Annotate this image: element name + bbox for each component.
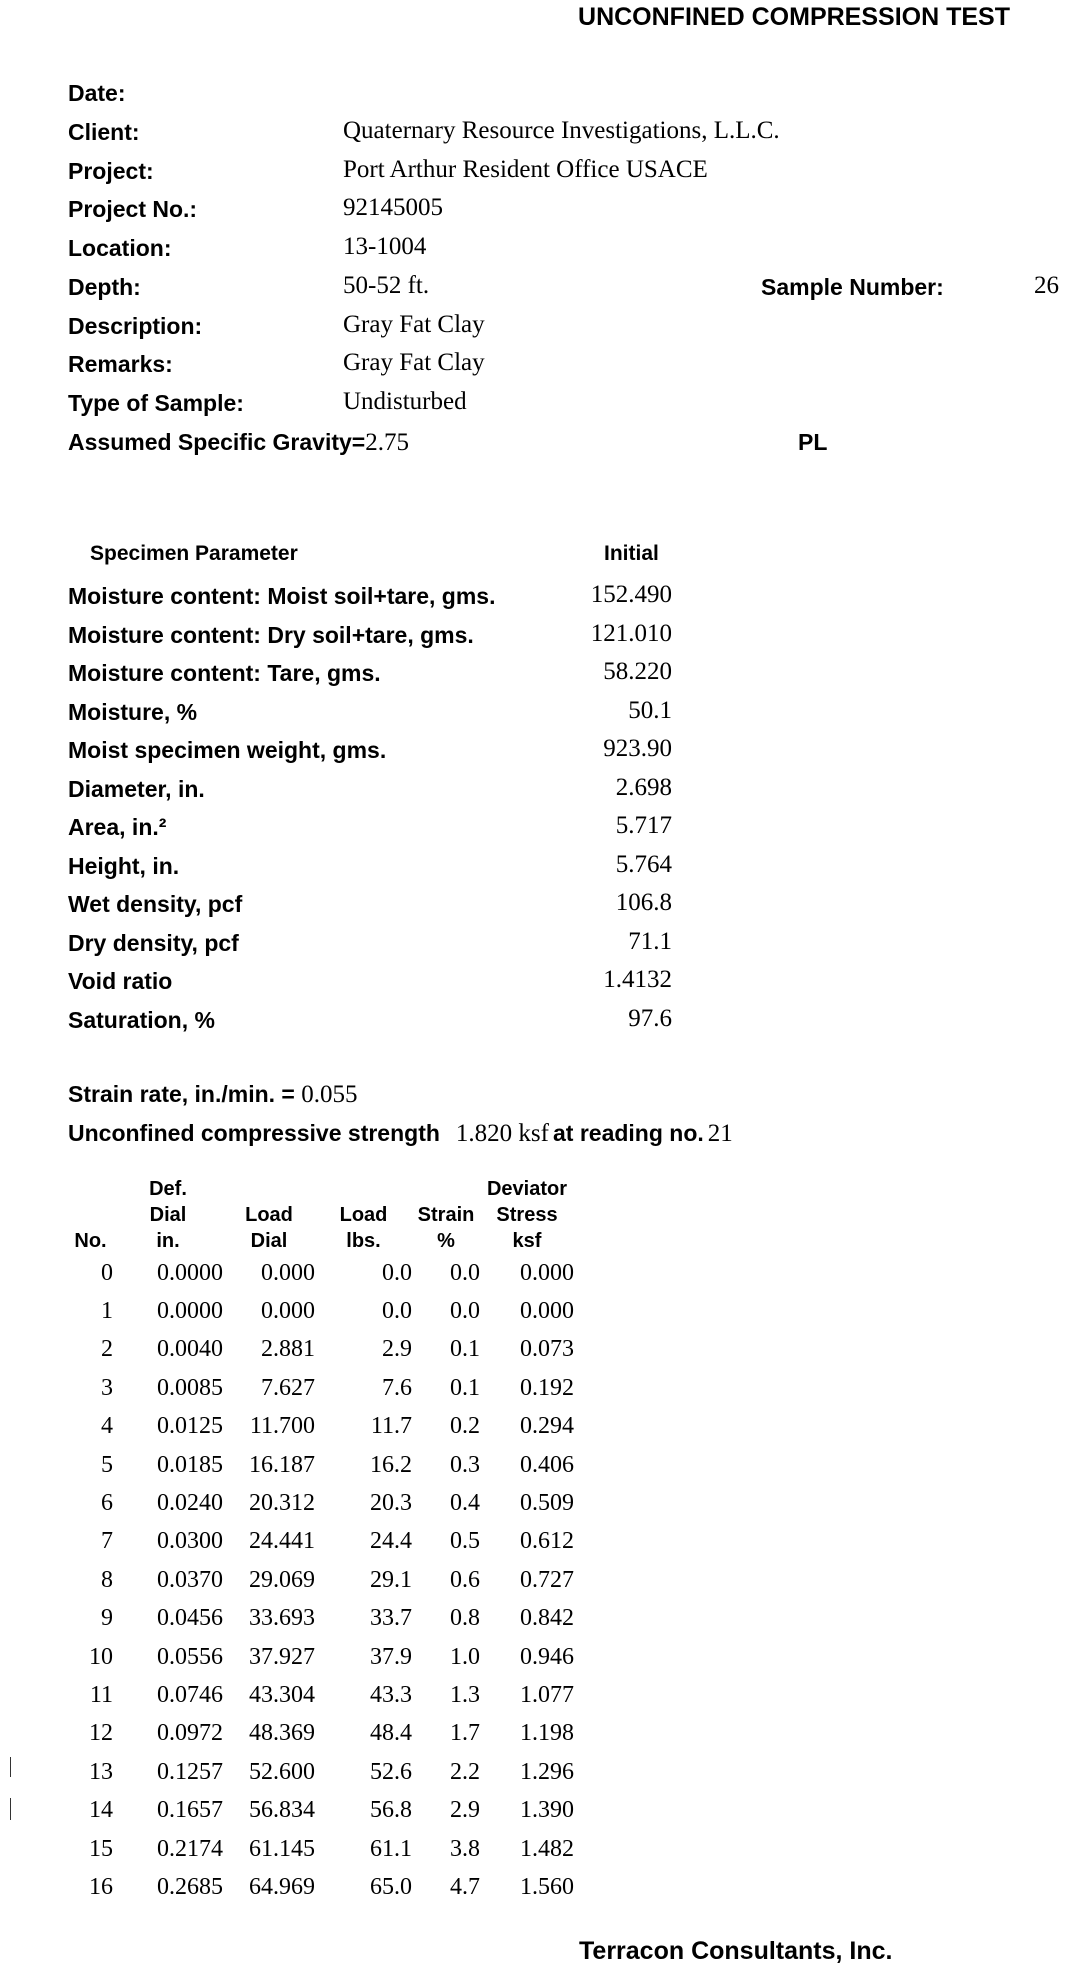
table-cell: 48.4 xyxy=(370,1720,412,1747)
table-cell: 11.7 xyxy=(370,1413,412,1440)
table-cell: 3.8 xyxy=(450,1835,480,1862)
table-cell: 6 xyxy=(101,1490,113,1517)
table-cell: 1.482 xyxy=(520,1835,574,1862)
pl-label: PL xyxy=(798,429,828,455)
description-label: Description: xyxy=(68,313,203,339)
spec-value: 121.010 xyxy=(590,620,672,647)
table-cell: 1 xyxy=(101,1298,113,1325)
table-cell: 2.2 xyxy=(450,1758,480,1785)
table-cell: 24.4 xyxy=(370,1528,412,1555)
spec-label: Dry density, pcf xyxy=(68,930,239,956)
table-row xyxy=(68,1561,574,1599)
table-cell: 15 xyxy=(89,1835,113,1862)
spec-value: 5.764 xyxy=(615,851,672,878)
readings-table xyxy=(68,1174,574,1907)
readings-body xyxy=(68,1254,574,1907)
table-row xyxy=(68,1868,574,1906)
table-cell: 16.2 xyxy=(370,1451,412,1478)
table-cell: 56.8 xyxy=(370,1797,412,1824)
table-row xyxy=(68,1369,574,1407)
table-cell: 56.834 xyxy=(249,1797,315,1824)
table-cell: 0.0185 xyxy=(157,1451,223,1478)
table-cell: 33.693 xyxy=(249,1605,315,1632)
type-of-sample-label: Type of Sample: xyxy=(68,390,244,416)
table-cell: 0.727 xyxy=(520,1566,574,1593)
table-row xyxy=(68,1600,574,1638)
table-cell: 0.0556 xyxy=(157,1643,223,1670)
table-cell: 0.0240 xyxy=(157,1490,223,1517)
strain-rate xyxy=(68,1081,358,1109)
sample-number-value: 26 xyxy=(1034,272,1059,299)
table-cell: 0.192 xyxy=(520,1374,574,1401)
spec-label: Moisture content: Moist soil+tare, gms. xyxy=(68,583,496,609)
spec-label: Moisture, % xyxy=(68,699,198,725)
table-cell: 0.000 xyxy=(261,1259,315,1286)
table-cell: 43.3 xyxy=(370,1681,412,1708)
strain-rate-label: Strain rate, in./min. = xyxy=(68,1081,302,1107)
table-cell: 0.0746 xyxy=(157,1681,223,1708)
table-cell: 37.927 xyxy=(249,1643,315,1670)
table-cell: 4 xyxy=(101,1413,113,1440)
table-row xyxy=(68,1676,574,1714)
table-row xyxy=(68,1830,574,1868)
strain-rate-value: 0.055 xyxy=(301,1081,358,1108)
table-cell: 61.145 xyxy=(249,1835,315,1862)
table-cell: 5 xyxy=(101,1451,113,1478)
table-cell: 0.0300 xyxy=(157,1528,223,1555)
table-cell: 0.2 xyxy=(450,1413,480,1440)
table-cell: 0.294 xyxy=(520,1413,574,1440)
spec-value: 106.8 xyxy=(615,889,672,916)
table-cell: 48.369 xyxy=(249,1720,315,1747)
table-cell: 0.0 xyxy=(382,1298,412,1325)
table-cell: 65.0 xyxy=(370,1873,412,1900)
client-value: Quaternary Resource Investigations, L.L.C. xyxy=(343,117,780,144)
table-cell: 1.560 xyxy=(520,1873,574,1900)
margin-mark xyxy=(10,1757,11,1777)
table-cell: 64.969 xyxy=(249,1873,315,1900)
table-cell: 11.700 xyxy=(249,1413,315,1440)
table-cell: 0.946 xyxy=(520,1643,574,1670)
column-header: Load lbs. xyxy=(339,1204,388,1252)
ucs-reading-value: 21 xyxy=(707,1120,733,1147)
table-cell: 2.881 xyxy=(261,1336,315,1363)
spec-value: 923.90 xyxy=(603,735,672,762)
table-cell: 0.509 xyxy=(520,1490,574,1517)
table-cell: 52.600 xyxy=(249,1758,315,1785)
table-row xyxy=(68,1484,574,1522)
spec-value: 1.4132 xyxy=(603,966,672,993)
sample-number-label: Sample Number: xyxy=(761,274,944,300)
table-cell: 1.7 xyxy=(450,1720,480,1747)
spec-label: Moisture content: Tare, gms. xyxy=(68,660,381,686)
column-header: No. xyxy=(74,1230,107,1252)
ucs-reading-label: at reading no. xyxy=(552,1120,704,1146)
table-cell: 0.0000 xyxy=(157,1259,223,1286)
company-footer: Terracon Consultants, Inc. xyxy=(579,1937,893,1965)
table-cell: 4.7 xyxy=(450,1873,480,1900)
table-cell: 1.198 xyxy=(520,1720,574,1747)
table-cell: 10 xyxy=(89,1643,113,1670)
table-cell: 7 xyxy=(101,1528,113,1555)
table-cell: 33.7 xyxy=(370,1605,412,1632)
spec-label: Area, in.² xyxy=(68,814,167,840)
date-label: Date: xyxy=(68,80,126,106)
table-cell: 0.000 xyxy=(261,1298,315,1325)
table-cell: 1.390 xyxy=(520,1797,574,1824)
table-cell: 20.3 xyxy=(370,1490,412,1517)
client-label: Client: xyxy=(68,119,140,145)
table-cell: 13 xyxy=(89,1758,113,1785)
ucs-label: Unconfined compressive strength xyxy=(68,1120,440,1146)
table-cell: 2.9 xyxy=(382,1336,412,1363)
column-header: Deviator Stress ksf xyxy=(486,1178,568,1252)
table-cell: 0.842 xyxy=(520,1605,574,1632)
spec-label: Saturation, % xyxy=(68,1007,215,1033)
table-row xyxy=(68,1523,574,1561)
table-cell: 0.0040 xyxy=(157,1336,223,1363)
table-cell: 1.0 xyxy=(450,1643,480,1670)
margin-mark xyxy=(10,1798,11,1820)
initial-header: Initial xyxy=(604,542,659,565)
table-cell: 9 xyxy=(101,1605,113,1632)
location-label: Location: xyxy=(68,235,172,261)
table-cell: 24.441 xyxy=(249,1528,315,1555)
table-header-row xyxy=(68,1174,574,1254)
table-cell: 3 xyxy=(101,1374,113,1401)
project-no-value: 92145005 xyxy=(343,194,443,221)
table-cell: 0.0 xyxy=(450,1298,480,1325)
table-cell: 0.000 xyxy=(520,1259,574,1286)
table-cell: 0.0456 xyxy=(157,1605,223,1632)
table-cell: 0.1257 xyxy=(157,1758,223,1785)
table-cell: 0.5 xyxy=(450,1528,480,1555)
specific-gravity xyxy=(68,429,409,457)
remarks-value: Gray Fat Clay xyxy=(343,349,485,376)
table-cell: 8 xyxy=(101,1566,113,1593)
report-title: UNCONFINED COMPRESSION TEST xyxy=(578,3,1010,31)
table-row xyxy=(68,1254,574,1292)
spec-label: Height, in. xyxy=(68,853,180,879)
table-cell: 0.0370 xyxy=(157,1566,223,1593)
column-header: Strain % xyxy=(417,1204,475,1252)
table-cell: 0.073 xyxy=(520,1336,574,1363)
table-cell: 29.069 xyxy=(249,1566,315,1593)
table-cell: 1.296 xyxy=(520,1758,574,1785)
column-header: Load Dial xyxy=(245,1204,293,1252)
table-cell: 0.3 xyxy=(450,1451,480,1478)
specific-gravity-label: Assumed Specific Gravity= xyxy=(68,429,366,455)
depth-value: 50-52 ft. xyxy=(343,272,430,299)
table-cell: 0.0085 xyxy=(157,1374,223,1401)
table-cell: 0.406 xyxy=(520,1451,574,1478)
spec-label: Moisture content: Dry soil+tare, gms. xyxy=(68,622,474,648)
spec-value: 50.1 xyxy=(628,697,672,724)
spec-label: Diameter, in. xyxy=(68,776,205,802)
table-cell: 16 xyxy=(89,1873,113,1900)
table-cell: 1.3 xyxy=(450,1681,480,1708)
table-cell: 61.1 xyxy=(370,1835,412,1862)
table-cell: 0.2685 xyxy=(157,1873,223,1900)
table-cell: 12 xyxy=(89,1720,113,1747)
spec-value: 2.698 xyxy=(615,774,672,801)
depth-label: Depth: xyxy=(68,274,141,300)
table-cell: 0.6 xyxy=(450,1566,480,1593)
table-cell: 7.6 xyxy=(382,1374,412,1401)
table-row xyxy=(68,1753,574,1791)
project-no-label: Project No.: xyxy=(68,196,198,222)
table-cell: 16.187 xyxy=(249,1451,315,1478)
table-row xyxy=(68,1791,574,1829)
table-cell: 14 xyxy=(89,1797,113,1824)
spec-label: Moist specimen weight, gms. xyxy=(68,737,387,763)
specimen-parameter-header: Specimen Parameter xyxy=(90,542,298,565)
spec-label: Wet density, pcf xyxy=(68,891,243,917)
table-cell: 0.8 xyxy=(450,1605,480,1632)
table-cell: 11 xyxy=(89,1681,113,1708)
table-cell: 20.312 xyxy=(249,1490,315,1517)
spec-value: 58.220 xyxy=(603,658,672,685)
spec-value: 97.6 xyxy=(628,1005,672,1032)
table-cell: 0.0 xyxy=(382,1259,412,1286)
table-cell: 0.1657 xyxy=(157,1797,223,1824)
type-of-sample-value: Undisturbed xyxy=(343,388,467,415)
table-cell: 0.1 xyxy=(450,1336,480,1363)
table-cell: 0.0125 xyxy=(157,1413,223,1440)
spec-value: 71.1 xyxy=(628,928,672,955)
unconfined-compressive-strength xyxy=(68,1120,733,1148)
table-cell: 0.612 xyxy=(520,1528,574,1555)
column-header: Def. Dial in. xyxy=(149,1178,187,1252)
table-cell: 0 xyxy=(101,1259,113,1286)
table-cell: 0.4 xyxy=(450,1490,480,1517)
location-value: 13-1004 xyxy=(343,233,427,260)
table-row xyxy=(68,1638,574,1676)
table-cell: 0.2174 xyxy=(157,1835,223,1862)
table-cell: 52.6 xyxy=(370,1758,412,1785)
table-cell: 29.1 xyxy=(370,1566,412,1593)
table-cell: 37.9 xyxy=(370,1643,412,1670)
table-row xyxy=(68,1331,574,1369)
table-cell: 2.9 xyxy=(450,1797,480,1824)
project-value: Port Arthur Resident Office USACE xyxy=(343,156,708,183)
description-value: Gray Fat Clay xyxy=(343,311,485,338)
remarks-label: Remarks: xyxy=(68,351,173,377)
table-cell: 7.627 xyxy=(261,1374,315,1401)
specific-gravity-value: 2.75 xyxy=(365,429,409,456)
table-cell: 1.077 xyxy=(520,1681,574,1708)
spec-value: 152.490 xyxy=(590,581,672,608)
table-cell: 0.1 xyxy=(450,1374,480,1401)
table-cell: 0.0 xyxy=(450,1259,480,1286)
ucs-value: 1.820 ksf xyxy=(455,1120,549,1147)
table-cell: 0.0000 xyxy=(157,1298,223,1325)
project-label: Project: xyxy=(68,158,154,184)
table-row xyxy=(68,1715,574,1753)
table-cell: 43.304 xyxy=(249,1681,315,1708)
table-row xyxy=(68,1446,574,1484)
table-row xyxy=(68,1408,574,1446)
table-cell: 0.000 xyxy=(520,1298,574,1325)
table-cell: 0.0972 xyxy=(157,1720,223,1747)
spec-value: 5.717 xyxy=(615,812,672,839)
spec-label: Void ratio xyxy=(68,968,173,994)
table-cell: 2 xyxy=(101,1336,113,1363)
table-row xyxy=(68,1292,574,1330)
